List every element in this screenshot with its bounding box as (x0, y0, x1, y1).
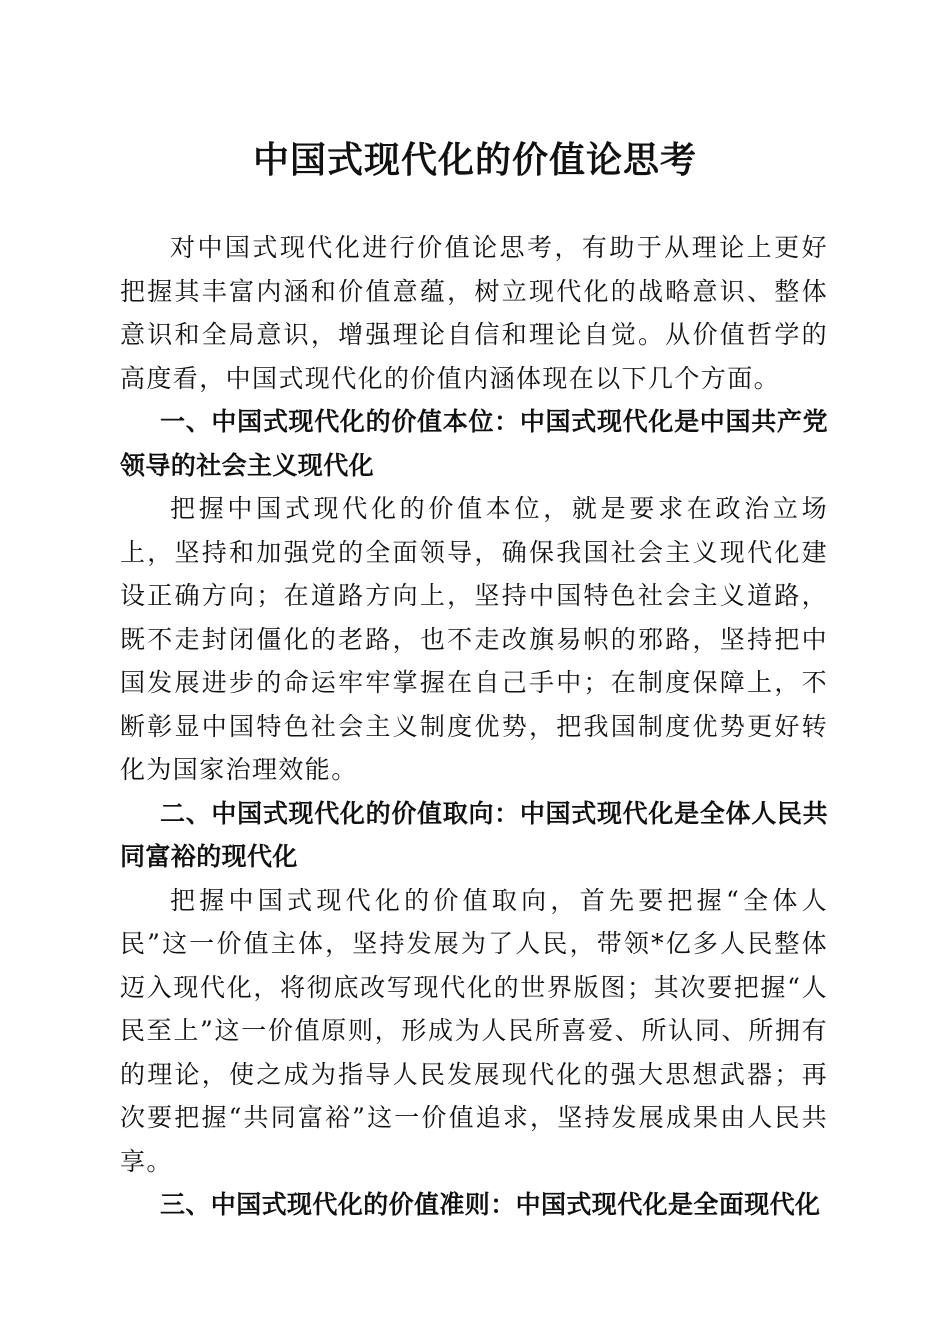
section-heading-3: 三、中国式现代化的价值准则：中国式现代化是全面现代化 (160, 1190, 821, 1219)
section-heading-1: 一、中国式现代化的价值本位：中国式现代化是中国共产党领导的社会主义现代化 (120, 407, 828, 480)
section-paragraph-2: 把握中国式现代化的价值取向，首先要把握“全体人民”这一价值主体，坚持发展为了人民，带领*亿多人民整体迈入现代化，将彻底改写现代化的世界版图；其次要把握“人民至上”这一价值原则，形成为人民所喜爱、所认同、所拥有的理论，使之成为指导人民发展现代化的强大思想武器；再次要把握“共同富裕”这一价值追求，坚持发展成果由人民共享。 (120, 885, 828, 1176)
intro-paragraph: 对中国式现代化进行价值论思考，有助于从理论上更好把握其丰富内涵和价值意蕴，树立现代化的战略意识、整体意识和全局意识，增强理论自信和理论自觉。从价值哲学的高度看，中国式现代化的价值内涵体现在以下几个方面。 (120, 233, 828, 393)
page-title: 中国式现代化的价值论思考 (252, 139, 697, 181)
section-heading-2: 二、中国式现代化的价值取向：中国式现代化是全体人民共同富裕的现代化 (120, 798, 828, 871)
section-paragraph-1: 把握中国式现代化的价值本位，就是要求在政治立场上，坚持和加强党的全面领导，确保我国社会主义现代化建设正确方向；在道路方向上，坚持中国特色社会主义道路，既不走封闭僵化的老路，也不走改旗易帜的邪路，坚持把中国发展进步的命运牢牢掌握在自己手中；在制度保障上，不断彰显中国特色社会主义制度优势，把我国制度优势更好转化为国家治理效能。 (120, 494, 828, 784)
document-body (120, 226, 828, 1227)
